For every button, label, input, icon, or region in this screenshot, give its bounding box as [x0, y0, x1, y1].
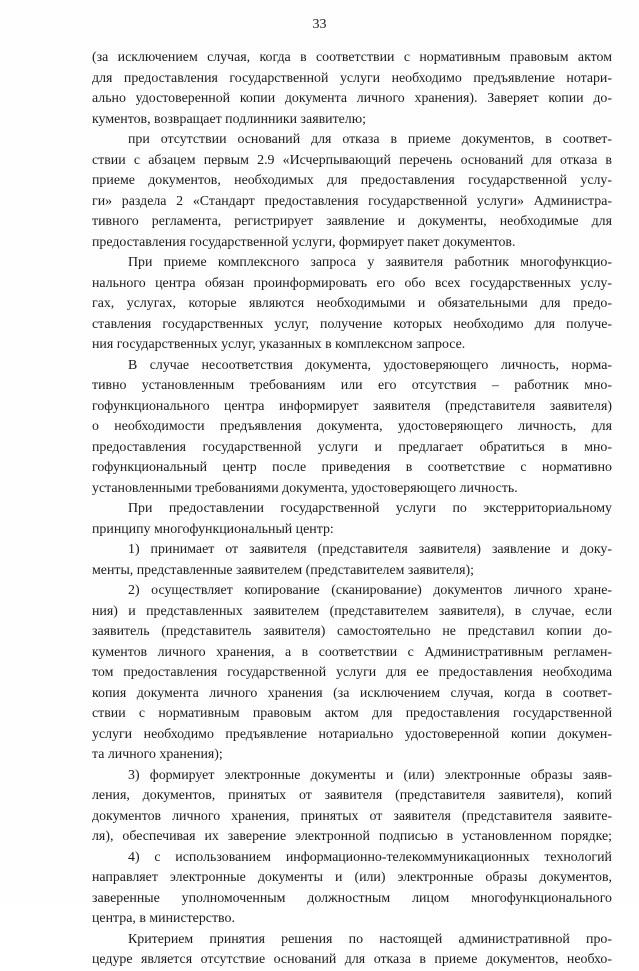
text-line: ствии с нормативным правовым актом для предоставления государственной [92, 706, 612, 721]
text-line: При предоставлении государственной услуги по экстерриториальному [128, 501, 612, 516]
text-line: цедуре является отсутствие оснований для отказа в приеме документов, необхо- [92, 952, 612, 967]
text-line: ния государственных услуг, указанных в комплексном запросе. [92, 337, 466, 352]
text-line: ствии с абзацем первым 2.9 «Исчерпывающий перечень оснований для отказа в [92, 152, 612, 168]
text-line: том предоставления государственной услуги для ее предоставления необходима [92, 665, 612, 680]
text-line: (за исключением случая, когда в соответствии с нормативным правовым актом [92, 50, 612, 65]
text-line: гофункционального центра информирует заявителя (представителя заявителя) [92, 398, 612, 414]
text-line: 2) осуществляет копирование (сканирование) документов личного хране- [128, 583, 612, 598]
text-line: центра, в министерство. [92, 911, 235, 926]
text-line: ально удостоверенной копии документа личного хранения). Заверяет копии до- [92, 91, 612, 106]
text-line: менты, представленные заявителем (представителем заявителя); [92, 562, 474, 578]
page-number: 33 [312, 17, 327, 32]
text-line: 4) с использованием информационно-телекоммуникационных технологий [128, 849, 612, 865]
text-line: та личного хранения); [92, 747, 223, 762]
text-line: ги» раздела 2 «Стандарт предоставления государственной услуги» Администра- [92, 193, 612, 209]
text-line: Критерием принятия решения по настоящей административной про- [128, 931, 612, 947]
text-line: документов личного хранения, принятых от заявителя (представителя заявите- [92, 808, 612, 824]
text-line: 3) формирует электронные документы и (или) электронные образы заяв- [128, 767, 612, 783]
text-line: 1) принимает от заявителя (представителя заявителя) заявление и доку- [128, 542, 612, 557]
text-line: ставления государственных услуг, получение которых необходимо для получе- [92, 316, 612, 332]
text-line: заявитель (представитель заявителя) самостоятельно не представил копии до- [92, 624, 612, 639]
text-line: заверенные уполномоченным должностным лицом многофункционального [92, 890, 612, 906]
text-line: тивно установленным требованиям или его отсутствия – работник мно- [92, 378, 612, 393]
text-line: кументов личного хранения, а в соответствии с Административным регламен- [92, 644, 612, 660]
text-line: гах, услугах, которые являются необходимыми и обязательными для предо- [92, 296, 612, 311]
text-line: установленными требованиями документа, удостоверяющего личность. [92, 480, 518, 496]
text-line: ля), обеспечивая их заверение электронной подписью в установленном порядке; [92, 829, 612, 844]
text-line: при отсутствии оснований для отказа в приеме документов, в соответ- [128, 132, 612, 147]
text-line: нального центра обязан проинформировать его обо всех государственных услу- [92, 275, 612, 291]
text-line: При приеме комплексного запроса у заявителя работник многофункцио- [128, 255, 612, 270]
text-line: услуги необходимо предъявление нотариально удостоверенной копии докумен- [92, 726, 612, 742]
text-line: кументов, возвращает подлинники заявителю; [92, 111, 366, 127]
text-line: направляет электронные документы и (или) электронные образы документов, [92, 870, 612, 885]
text-line: гофункциональный центр после приведения в соответствие с нормативно [92, 460, 612, 475]
text-line: предоставления государственной услуги и предлагает обратиться в мно- [92, 439, 612, 455]
text-line: о необходимости предъявления документа, удостоверяющего личность, для [92, 419, 612, 434]
text-line: тивного регламента, регистрирует заявление и документы, необходимые для [92, 214, 612, 229]
text-line: принципу многофункциональный центр: [92, 521, 334, 537]
text-line: В случае несоответствия документа, удостоверяющего личность, норма- [128, 357, 612, 373]
text-line: ния) и представленных заявителем (представителем заявителя), в случае, если [92, 603, 612, 619]
text-line: для предоставления государственной услуги необходимо предъявление нотари- [92, 70, 612, 86]
text-line: предоставления государственной услуги, формирует пакет документов. [92, 234, 516, 250]
text-line: копия документа личного хранения (за исключением случая, когда в соответ- [92, 685, 612, 701]
document-body [92, 48, 612, 971]
text-line: ления, документов, принятых от заявителя (представителя заявителя), копий [92, 788, 612, 803]
text-line: приеме документов, необходимых для предоставления государственной услу- [92, 173, 612, 188]
